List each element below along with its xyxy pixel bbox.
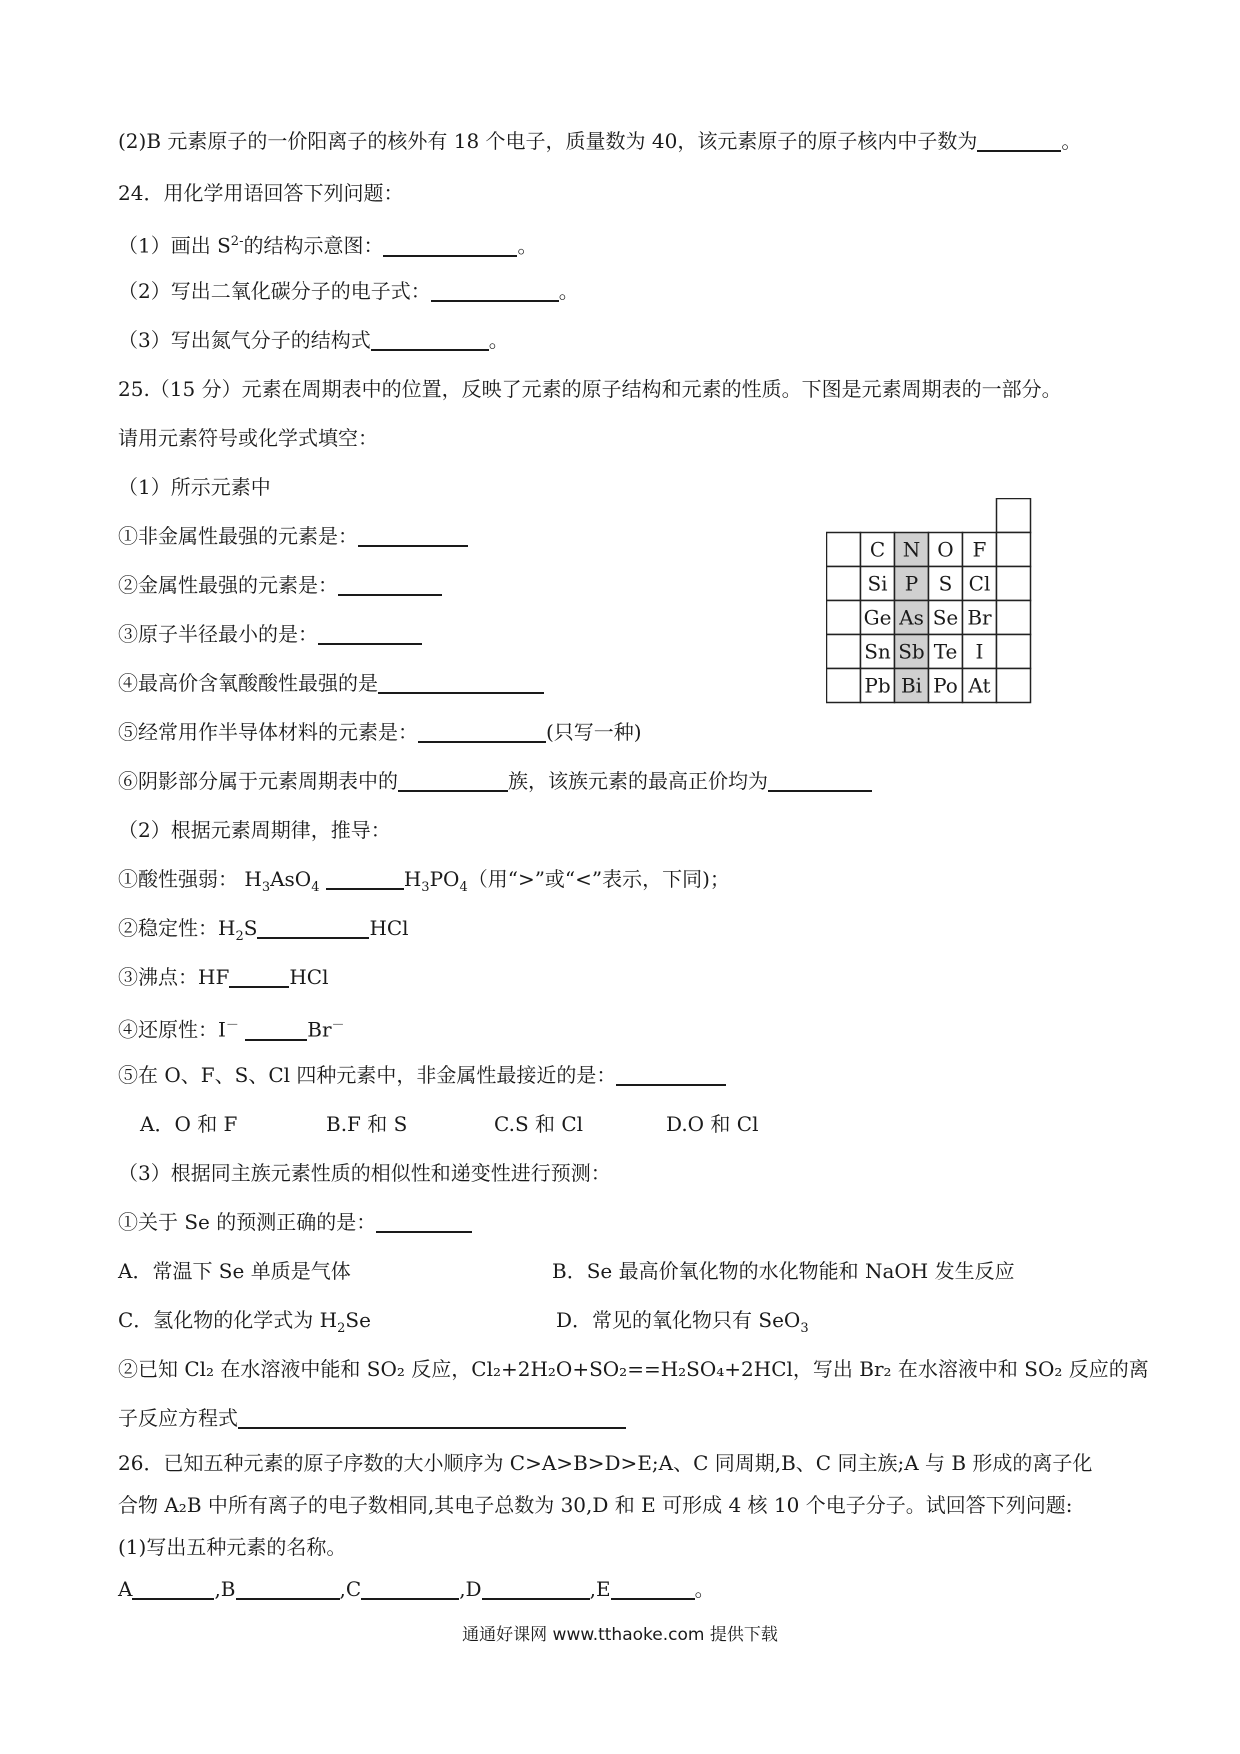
answer-blank[interactable] <box>383 235 517 257</box>
q26-line3: (1)写出五种元素的名称。 <box>118 1535 347 1559</box>
element-symbol-as: As <box>899 605 924 630</box>
q25-2-item5: ⑤在 O、F、S、Cl 四种元素中，非金属性最接近的是： <box>118 1062 726 1088</box>
element-symbol-p: P <box>904 571 919 596</box>
answer-blank[interactable] <box>398 770 508 792</box>
q25-2-item4: ④还原性：I－ Br－ <box>118 1017 345 1042</box>
element-symbol-s: S <box>938 571 953 596</box>
q25-3-item2-line2: 子反应方程式 <box>118 1405 626 1431</box>
q25-3-item2-line1: ②已知 Cl₂ 在水溶液中能和 SO₂ 反应，Cl₂+2H₂O+SO₂==H₂SO₄+2HCl，写出 Br₂ 在水溶液中和 SO₂ 反应的离 <box>118 1357 1149 1381</box>
element-symbol-te: Te <box>933 639 958 664</box>
element-symbol-c: C <box>869 537 886 562</box>
answer-blank-c[interactable] <box>361 1578 459 1600</box>
q25-instruction: 请用元素符号或化学式填空： <box>118 426 378 450</box>
table-cell <box>997 669 1031 703</box>
answer-blank[interactable] <box>358 525 468 547</box>
choice-c[interactable]: C.S 和 Cl <box>494 1112 584 1136</box>
answer-blank[interactable] <box>326 868 404 890</box>
periodic-table-grid <box>826 498 1036 708</box>
answer-blank[interactable] <box>229 966 289 988</box>
answer-blank[interactable] <box>338 574 442 596</box>
answer-blank[interactable] <box>768 770 872 792</box>
choice-d[interactable]: D.O 和 Cl <box>666 1112 759 1136</box>
q25-section2: （2）根据元素周期律，推导： <box>118 818 391 842</box>
q25-2-item1: ①酸性强弱： $H_3AsO_4$ $H_3PO_4$（用“>”或“<”表示，下同)； <box>118 867 730 895</box>
q24-part2: （2）写出二氧化碳分子的电子式： 。 <box>118 279 579 303</box>
element-symbol-si: Si <box>867 571 888 596</box>
q23-part2: (2)B 元素原子的一价阳离子的核外有 18 个电子，质量数为 40，该元素原子的原子核内中子数为 。 <box>118 129 1082 153</box>
answer-blank[interactable] <box>245 1019 307 1041</box>
q24-part3: （3）写出氮气分子的结构式 。 <box>118 328 509 352</box>
element-symbol-at: At <box>968 673 991 698</box>
element-symbol-ge: Ge <box>863 605 892 630</box>
table-cell <box>997 635 1031 669</box>
q25-1-item3: ③原子半径最小的是： <box>118 621 422 647</box>
element-symbol-o: O <box>937 537 954 562</box>
table-cell <box>827 601 861 635</box>
q26-answers: A ,B ,C ,D ,E 。 <box>118 1577 715 1601</box>
table-cell <box>827 533 861 567</box>
q26-line2: 合物 A₂B 中所有离子的电子数相同,其电子总数为 30,D 和 E 可形成 4 核 10 个电子分子。试回答下列问题: <box>118 1493 1073 1517</box>
answer-blank[interactable] <box>418 721 546 743</box>
table-cell <box>827 635 861 669</box>
element-symbol-se: Se <box>932 605 959 630</box>
answer-blank[interactable] <box>616 1064 726 1086</box>
q25-section1: （1）所示元素中 <box>118 475 271 499</box>
element-symbol-cl: Cl <box>968 571 991 596</box>
q25-2-item2: ②稳定性：$H_2S$ HCl <box>118 916 409 944</box>
answer-blank[interactable] <box>238 1407 626 1429</box>
element-symbol-br: Br <box>967 605 992 630</box>
table-cell <box>827 669 861 703</box>
element-symbol-f: F <box>972 537 987 562</box>
se-choice-b[interactable]: B．Se 最高价氧化物的水化物能和 NaOH 发生反应 <box>552 1259 1015 1283</box>
answer-blank[interactable] <box>376 1211 472 1233</box>
element-symbol-n: N <box>902 537 921 562</box>
element-symbol-pb: Pb <box>864 673 891 698</box>
q26-line1: 26．已知五种元素的原子序数的大小顺序为 C>A>B>D>E;A、C 同周期,B、C 同主族;A 与 B 形成的离子化 <box>118 1451 1093 1475</box>
se-choice-c[interactable]: C．氢化物的化学式为 $H_2Se$ <box>118 1308 371 1336</box>
table-cell <box>997 567 1031 601</box>
element-symbol-sb: Sb <box>898 639 925 664</box>
q25-section3: （3）根据同主族元素性质的相似性和递变性进行预测： <box>118 1161 611 1185</box>
q25-1-item2: ②金属性最强的元素是： <box>118 572 442 598</box>
answer-blank[interactable] <box>257 917 369 939</box>
element-symbol-i: I <box>975 639 984 664</box>
element-symbol-sn: Sn <box>864 639 891 664</box>
element-symbol-po: Po <box>933 673 958 698</box>
answer-blank-b[interactable] <box>236 1578 340 1600</box>
answer-blank[interactable] <box>371 329 489 351</box>
q25-1-item1: ①非金属性最强的元素是： <box>118 523 468 549</box>
q24-title: 24．用化学用语回答下列问题： <box>118 181 404 205</box>
table-cell-empty <box>997 499 1031 533</box>
q25-1-item4: ④最高价含氧酸酸性最强的是 <box>118 670 544 696</box>
answer-blank[interactable] <box>431 280 559 302</box>
q25-3-item1: ①关于 Se 的预测正确的是： <box>118 1209 472 1235</box>
q25-title: 25.（15 分）元素在周期表中的位置，反映了元素的原子结构和元素的性质。下图是元素周期表的一部分。 <box>118 377 1062 401</box>
periodic-table-fragment <box>826 498 1036 712</box>
answer-blank[interactable] <box>977 130 1061 152</box>
element-symbol-bi: Bi <box>900 673 923 698</box>
q25-1-item5: ⑤经常用作半导体材料的元素是： (只写一种) <box>118 720 642 744</box>
q25-1-item6: ⑥阴影部分属于元素周期表中的 族，该族元素的最高正价均为 <box>118 768 872 794</box>
choice-a[interactable]: A．O 和 F <box>140 1112 238 1136</box>
choice-b[interactable]: B.F 和 S <box>326 1112 408 1136</box>
answer-blank-a[interactable] <box>132 1578 214 1600</box>
answer-blank[interactable] <box>378 672 544 694</box>
q25-2-item3: ③沸点：HF HCl <box>118 965 329 989</box>
table-cell <box>827 567 861 601</box>
se-choice-d[interactable]: D．常见的氧化物只有 SeO$_3$ <box>556 1308 809 1336</box>
q24-part1: （1）画出 $S^{2-}$的结构示意图： 。 <box>118 233 538 258</box>
page-footer: 通通好课网 www.tthaoke.com 提供下载 <box>462 1625 778 1645</box>
se-choice-a[interactable]: A．常温下 Se 单质是气体 <box>118 1259 351 1283</box>
answer-blank-d[interactable] <box>482 1578 590 1600</box>
answer-blank-e[interactable] <box>611 1578 695 1600</box>
table-cell <box>997 533 1031 567</box>
table-cell <box>997 601 1031 635</box>
answer-blank[interactable] <box>318 623 422 645</box>
